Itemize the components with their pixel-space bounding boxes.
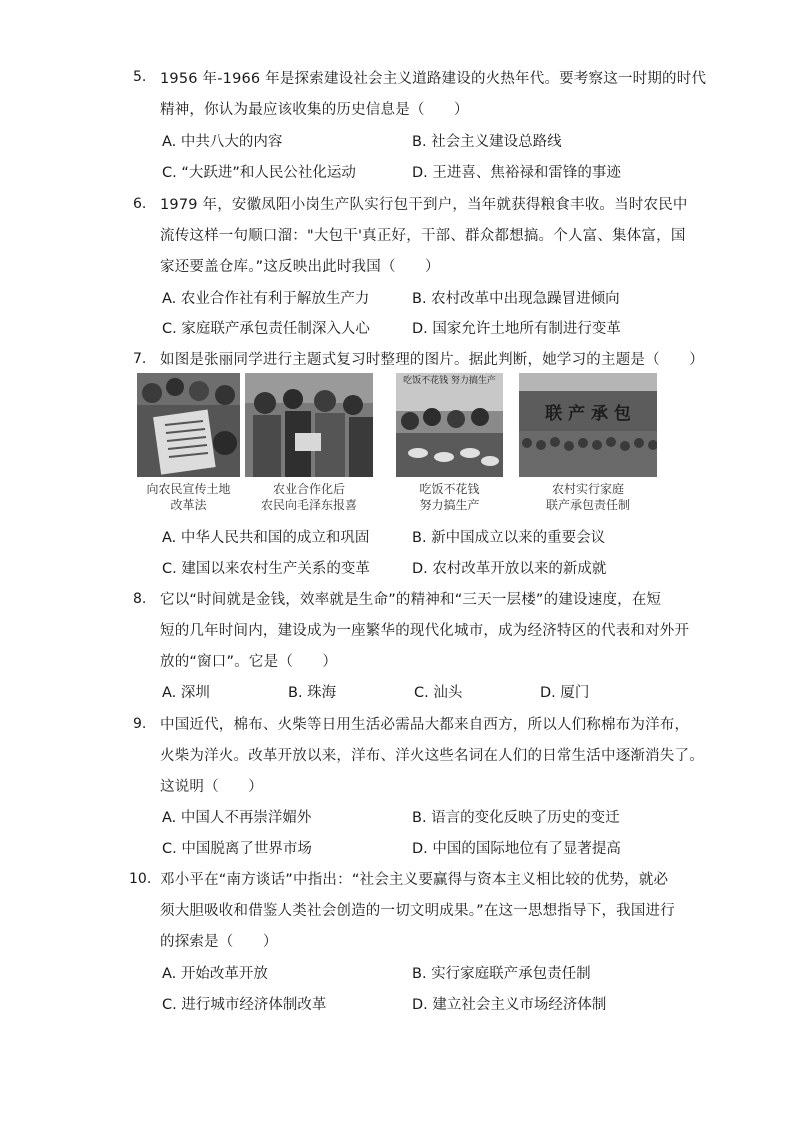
question-number: 9. bbox=[133, 716, 147, 732]
caption-line: 联产承包责任制 bbox=[545, 498, 630, 512]
option-d[interactable]: D. 农村改革开放以来的新成就 bbox=[412, 561, 607, 577]
question-text-line: 的探索是（ ） bbox=[160, 934, 278, 950]
option-a[interactable]: A. 中共八大的内容 bbox=[162, 134, 283, 150]
option-b[interactable]: B. 语言的变化反映了历史的变迁 bbox=[412, 810, 620, 826]
caption-line: 农民向毛泽东报喜 bbox=[260, 498, 357, 512]
question-number: 6. bbox=[133, 196, 147, 212]
option-a[interactable]: A. 深圳 bbox=[162, 685, 210, 701]
caption-line: 改革法 bbox=[170, 498, 207, 512]
question-text-line: 1956 年-1966 年是探索建设社会主义道路建设的火热年代。要考察这一时期的时代 bbox=[160, 71, 707, 87]
option-c[interactable]: C. 中国脱离了世界市场 bbox=[162, 841, 312, 857]
question-text-line: 邓小平在“南方谈话”中指出：“社会主义要赢得与资本主义相比较的优势，就必 bbox=[160, 872, 669, 888]
photo-caption bbox=[396, 481, 503, 513]
photo-caption bbox=[519, 481, 657, 513]
question-text-line: 流传这样一句顺口溜："大包干'真正好，干部、群众都想搞。个人富、集体富，国 bbox=[160, 228, 686, 244]
option-c[interactable]: C. 进行城市经济体制改革 bbox=[162, 997, 327, 1013]
option-c[interactable]: C. 建国以来农村生产关系的变革 bbox=[162, 561, 370, 577]
question-text-line: 1979 年，安徽凤阳小岗生产队实行包干到户，当年就获得粮食丰收。当时农民中 bbox=[160, 197, 688, 213]
question-text-line: 这说明（ ） bbox=[160, 779, 263, 795]
crowd-photo-icon bbox=[245, 373, 373, 477]
option-a[interactable]: A. 中国人不再崇洋媚外 bbox=[162, 810, 312, 826]
option-a[interactable]: A. 开始改革开放 bbox=[162, 966, 268, 982]
caption-line: 农业合作化后 bbox=[272, 482, 345, 496]
option-c[interactable]: C. “大跃进”和人民公社化运动 bbox=[162, 165, 356, 181]
option-b[interactable]: B. 农村改革中出现急躁冒进倾向 bbox=[412, 291, 620, 307]
question-text-line: 火柴为洋火。改革开放以来，洋布、洋火这些名词在人们的日常生活中逐渐消失了。 bbox=[160, 748, 704, 764]
photo-strip bbox=[137, 373, 657, 513]
question-text-line: 短的几年时间内，建设成为一座繁华的现代化城市，成为经济特区的代表和对外开 bbox=[160, 623, 690, 639]
option-d[interactable]: D. 厦门 bbox=[540, 685, 590, 701]
option-d[interactable]: D. 国家允许土地所有制进行变革 bbox=[412, 321, 621, 337]
question-number: 5. bbox=[133, 69, 147, 85]
question-number: 8. bbox=[133, 591, 147, 607]
photo-caption bbox=[245, 481, 373, 513]
photo-caption bbox=[137, 481, 240, 513]
question-number: 10. bbox=[129, 871, 152, 887]
option-b[interactable]: B. 珠海 bbox=[288, 685, 337, 701]
question-text-line: 精神，你认为最应该收集的历史信息是（ ） bbox=[160, 102, 469, 118]
banner-sign: 联 产 承 包 bbox=[545, 404, 631, 424]
option-c[interactable]: C. 家庭联产承包责任制深入人心 bbox=[162, 321, 370, 337]
caption-line: 农村实行家庭 bbox=[551, 482, 624, 496]
question-text-line: 如图是张丽同学进行主题式复习时整理的图片。据此判断，她学习的主题是（ ） bbox=[160, 352, 704, 368]
option-d[interactable]: D. 王进喜、焦裕禄和雷锋的事迹 bbox=[412, 165, 621, 181]
photo-household-contract bbox=[519, 373, 657, 477]
option-d[interactable]: D. 建立社会主义市场经济体制 bbox=[412, 997, 607, 1013]
option-d[interactable]: D. 中国的国际地位有了显著提高 bbox=[412, 841, 621, 857]
photo-cooperation bbox=[245, 373, 373, 477]
option-b[interactable]: B. 实行家庭联产承包责任制 bbox=[412, 966, 591, 982]
question-text-line: 家还要盖仓库。”这反映出此时我国（ ） bbox=[160, 259, 440, 275]
crowd-photo-icon bbox=[137, 373, 240, 477]
photo-land-reform bbox=[137, 373, 240, 477]
option-b[interactable]: B. 新中国成立以来的重要会议 bbox=[412, 530, 606, 546]
slogan-sign: 吃饭不花钱 努力搞生产 bbox=[403, 376, 496, 386]
question-number: 7. bbox=[133, 351, 147, 367]
question-text-line: 它以“时间就是金钱，效率就是生命”的精神和“三天一层楼”的建设速度，在短 bbox=[160, 592, 662, 608]
photo-commune-canteen bbox=[396, 373, 503, 477]
canteen-photo-icon bbox=[396, 373, 503, 477]
question-text-line: 中国近代，棉布、火柴等日用生活必需品大都来自西方，所以人们称棉布为洋布， bbox=[160, 717, 690, 733]
rally-photo-icon bbox=[519, 373, 657, 477]
caption-line: 向农民宣传土地 bbox=[146, 482, 231, 496]
option-a[interactable]: A. 农业合作社有利于解放生产力 bbox=[162, 291, 370, 307]
caption-line: 吃饭不花钱 bbox=[419, 482, 480, 496]
question-text-line: 放的“窗口”。它是（ ） bbox=[160, 654, 338, 670]
option-a[interactable]: A. 中华人民共和国的成立和巩固 bbox=[162, 530, 370, 546]
option-b[interactable]: B. 社会主义建设总路线 bbox=[412, 134, 562, 150]
option-c[interactable]: C. 汕头 bbox=[414, 685, 463, 701]
caption-line: 努力搞生产 bbox=[419, 498, 480, 512]
question-text-line: 须大胆吸收和借鉴人类社会创造的一切文明成果。”在这一思想指导下，我国进行 bbox=[160, 903, 675, 919]
